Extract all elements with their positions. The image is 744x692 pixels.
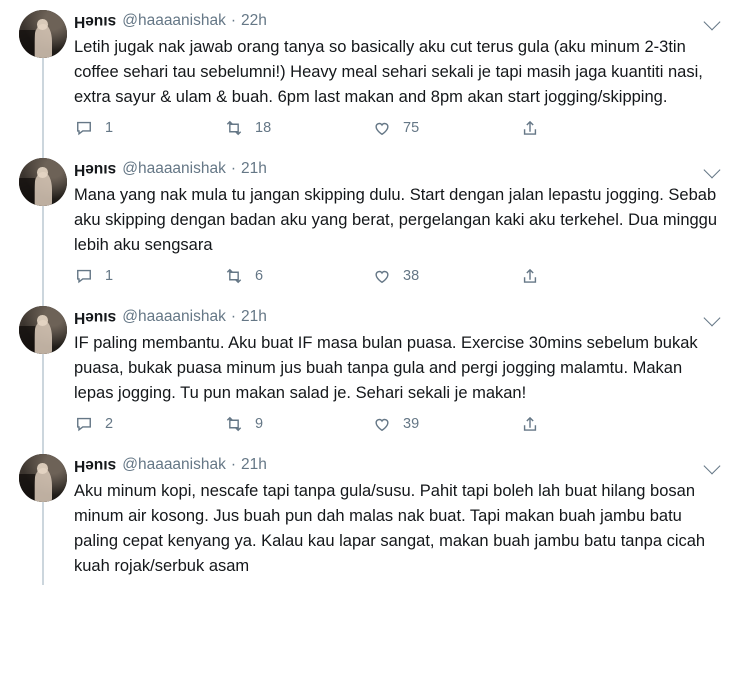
separator-dot: ·: [230, 456, 237, 473]
tweet-text: Mana yang nak mula tu jangan skipping dulu. Start dengan jalan lepastu jogging. Sebab aku skipping dengan badan aku yang berat, pergelangan kaki aku terkehel. Dua minggu lebih aku sengsara: [74, 186, 722, 254]
chevron-down-icon[interactable]: [702, 306, 724, 328]
profile-avatar[interactable]: [19, 454, 67, 502]
timestamp[interactable]: 21h: [241, 456, 267, 473]
like-heart-icon: [372, 414, 392, 434]
user-handle[interactable]: @haaaanishak: [122, 456, 226, 473]
profile-avatar[interactable]: [19, 158, 67, 206]
avatar-shadow: [19, 30, 35, 58]
like-button[interactable]: [372, 266, 520, 286]
user-handle[interactable]: @haaaanishak: [122, 12, 226, 29]
like-button[interactable]: [372, 118, 520, 138]
tweet-actions: [74, 258, 724, 296]
avatar-face: [37, 167, 48, 178]
tweet-actions: [74, 406, 724, 444]
share-icon: [520, 118, 540, 138]
timestamp[interactable]: 21h: [241, 308, 267, 325]
avatar-shadow: [19, 474, 35, 502]
tweet-body: [74, 10, 728, 148]
retweet-icon: [224, 266, 244, 286]
tweet-item[interactable]: [0, 444, 744, 579]
reply-icon: [74, 266, 94, 286]
avatar-face: [37, 463, 48, 474]
reply-button[interactable]: [74, 414, 224, 434]
profile-avatar[interactable]: [19, 306, 67, 354]
retweet-button[interactable]: [224, 118, 372, 138]
tweet-actions: [74, 110, 724, 148]
chevron-down-icon[interactable]: [702, 10, 724, 32]
display-name[interactable]: sıueH: [74, 309, 117, 326]
retweet-count: 9: [255, 416, 264, 432]
tweet-text: IF paling membantu. Aku buat IF masa bulan puasa. Exercise 30mins sebelum bukak puasa, bukak puasa minum jus buah tanpa gula and pergi jogging malamtu. Makan lepas jogging. Tu pun makan salad je. Sehari sekali je makan!: [74, 334, 703, 402]
tweet-header: [74, 454, 724, 478]
avatar-column: [12, 454, 74, 579]
tweet-header: [74, 158, 724, 182]
share-button[interactable]: [520, 118, 540, 138]
tweet-body: [74, 454, 728, 579]
avatar-shadow: [19, 178, 35, 206]
retweet-icon: [224, 414, 244, 434]
like-count: 39: [403, 416, 420, 432]
reply-icon: [74, 414, 94, 434]
tweet-body: [74, 158, 728, 296]
tweet-header: [74, 10, 724, 34]
retweet-icon: [224, 118, 244, 138]
tweet-header: [74, 306, 724, 330]
like-count: 75: [403, 120, 420, 136]
tweet-item[interactable]: [0, 296, 744, 444]
retweet-button[interactable]: [224, 414, 372, 434]
like-heart-icon: [372, 118, 392, 138]
avatar-face: [37, 19, 48, 30]
tweet-body: [74, 306, 728, 444]
like-heart-icon: [372, 266, 392, 286]
separator-dot: ·: [230, 12, 237, 29]
separator-dot: ·: [230, 160, 237, 177]
reply-count: 1: [105, 120, 114, 136]
like-count: 38: [403, 268, 420, 284]
avatar-shadow: [19, 326, 35, 354]
tweet-text: Letih jugak nak jawab orang tanya so basically aku cut terus gula (aku minum 2-3tin coffee sehari tau sebelumni!) Heavy meal sehari sekali je tapi masih jaga kuantiti nasi, extra sayur & ulam & buah. 6pm last makan and 8pm akan start jogging/skipping.: [74, 38, 708, 106]
timestamp[interactable]: 22h: [241, 12, 267, 29]
chevron-down-icon[interactable]: [702, 158, 724, 180]
avatar-column: [12, 158, 74, 296]
reply-count: 2: [105, 416, 114, 432]
retweet-count: 18: [255, 120, 272, 136]
avatar-column: [12, 10, 74, 148]
user-handle[interactable]: @haaaanishak: [122, 160, 226, 177]
profile-avatar[interactable]: [19, 10, 67, 58]
reply-count: 1: [105, 268, 114, 284]
tweet-item[interactable]: [0, 148, 744, 296]
avatar-face: [37, 315, 48, 326]
display-name[interactable]: sıueH: [74, 161, 117, 178]
reply-button[interactable]: [74, 266, 224, 286]
share-icon: [520, 266, 540, 286]
display-name[interactable]: sıueH: [74, 457, 117, 474]
share-icon: [520, 414, 540, 434]
display-name[interactable]: sıueH: [74, 13, 117, 30]
timestamp[interactable]: 21h: [241, 160, 267, 177]
separator-dot: ·: [230, 308, 237, 325]
share-button[interactable]: [520, 414, 540, 434]
reply-icon: [74, 118, 94, 138]
tweet-text: Aku minum kopi, nescafe tapi tanpa gula/susu. Pahit tapi boleh lah buat hilang bosan minum air kosong. Jus buah pun dah malas nak buat. Tapi makan buah jambu batu paling cepat kenyang ya. Kalau kau lapar sangat, makan buah jambu batu tanpa cicah kuah rojak/serbuk asam: [74, 482, 710, 575]
user-handle[interactable]: @haaaanishak: [122, 308, 226, 325]
chevron-down-icon[interactable]: [702, 454, 724, 476]
retweet-count: 6: [255, 268, 264, 284]
share-button[interactable]: [520, 266, 540, 286]
like-button[interactable]: [372, 414, 520, 434]
reply-button[interactable]: [74, 118, 224, 138]
retweet-button[interactable]: [224, 266, 372, 286]
tweet-item[interactable]: [0, 0, 744, 148]
avatar-column: [12, 306, 74, 444]
